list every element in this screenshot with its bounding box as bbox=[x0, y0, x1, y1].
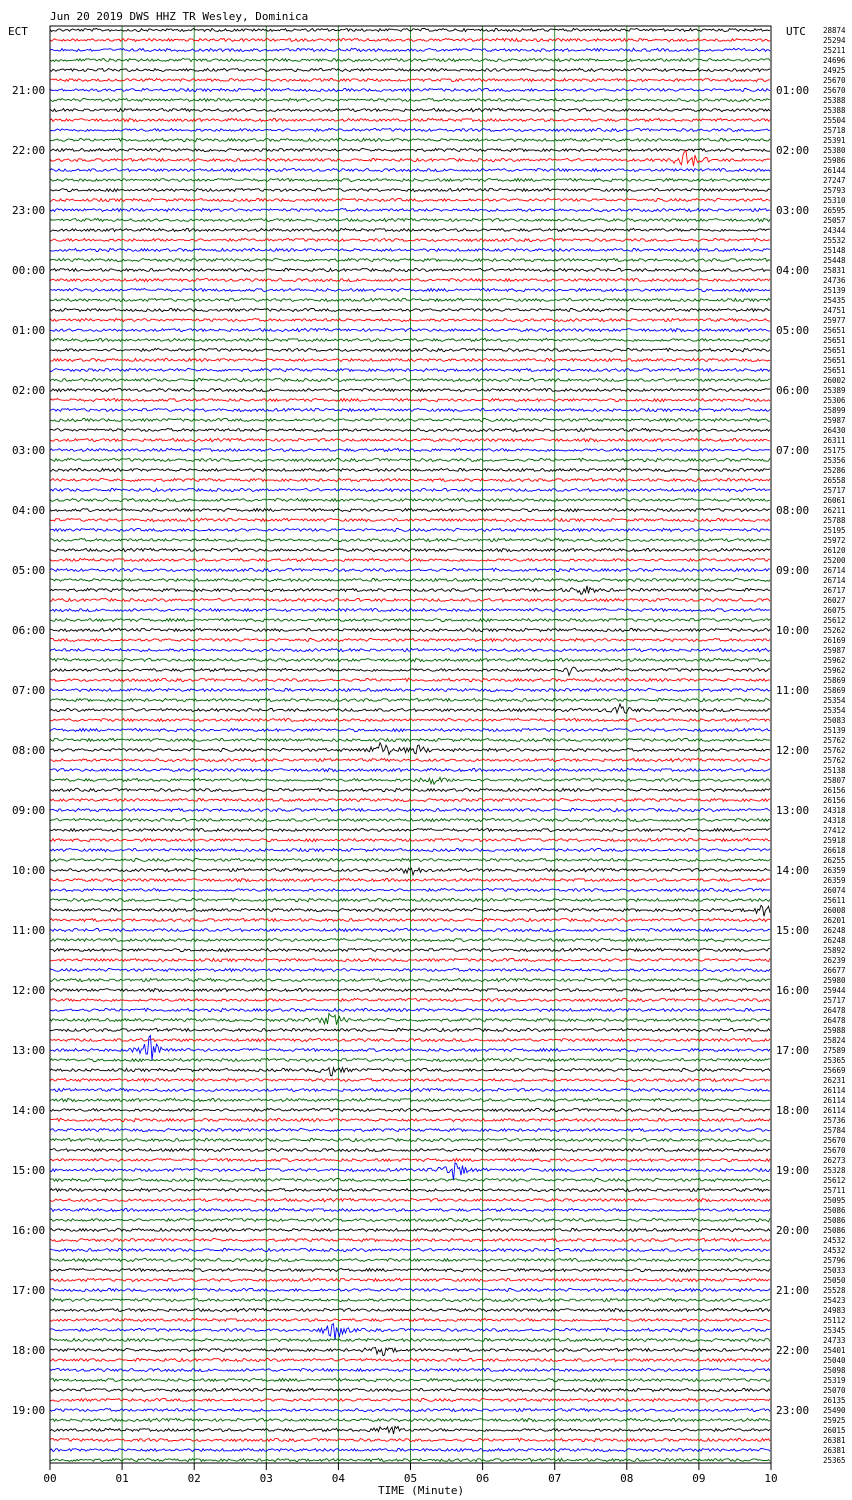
left-hour-label: 06:00 bbox=[12, 624, 46, 637]
row-count-label: 25504 bbox=[823, 116, 846, 125]
x-axis-ticks bbox=[43, 1463, 777, 1485]
row-count-label: 25148 bbox=[823, 246, 846, 255]
row-count-label: 25086 bbox=[823, 1226, 846, 1235]
row-count-label: 27412 bbox=[823, 826, 846, 835]
left-hour-label: 03:00 bbox=[12, 444, 46, 457]
row-count-label: 25354 bbox=[823, 706, 846, 715]
row-count-label: 25086 bbox=[823, 1216, 846, 1225]
row-count-label: 25262 bbox=[823, 626, 846, 635]
row-count-label: 25611 bbox=[823, 896, 846, 905]
left-hour-label: 10:00 bbox=[12, 864, 46, 877]
row-count-label: 25310 bbox=[823, 196, 846, 205]
row-count-label: 25670 bbox=[823, 1136, 846, 1145]
row-count-label: 24696 bbox=[823, 56, 846, 65]
row-count-label: 26618 bbox=[823, 846, 846, 855]
row-count-label: 25328 bbox=[823, 1166, 846, 1175]
x-tick-label: 01 bbox=[115, 1472, 129, 1485]
row-count-label: 25083 bbox=[823, 716, 846, 725]
row-count-label: 26478 bbox=[823, 1016, 846, 1025]
row-count-label: 26558 bbox=[823, 476, 846, 485]
x-tick-label: 09 bbox=[692, 1472, 706, 1485]
row-count-label: 26381 bbox=[823, 1436, 846, 1445]
left-hour-label: 14:00 bbox=[12, 1104, 46, 1117]
right-hour-label: 01:00 bbox=[776, 84, 810, 97]
row-count-label: 25670 bbox=[823, 76, 846, 85]
row-count-label: 26169 bbox=[823, 636, 846, 645]
row-count-label: 25892 bbox=[823, 946, 846, 955]
row-count-label: 25306 bbox=[823, 396, 846, 405]
left-hour-label: 01:00 bbox=[12, 324, 46, 337]
row-count-label: 25788 bbox=[823, 516, 846, 525]
left-hour-label: 22:00 bbox=[12, 144, 46, 157]
row-count-label: 26156 bbox=[823, 796, 846, 805]
row-count-label: 24318 bbox=[823, 816, 846, 825]
row-count-label: 25365 bbox=[823, 1056, 846, 1065]
row-count-label: 26677 bbox=[823, 966, 846, 975]
right-hour-label: 06:00 bbox=[776, 384, 810, 397]
row-count-label: 26231 bbox=[823, 1076, 846, 1085]
row-count-label: 25986 bbox=[823, 156, 846, 165]
right-hour-label: 03:00 bbox=[776, 204, 810, 217]
row-count-label: 25762 bbox=[823, 756, 846, 765]
row-count-label: 24532 bbox=[823, 1236, 846, 1245]
row-count-label: 26075 bbox=[823, 606, 846, 615]
row-count-label: 26248 bbox=[823, 926, 846, 935]
left-hour-label: 19:00 bbox=[12, 1404, 46, 1417]
row-count-label: 26027 bbox=[823, 596, 846, 605]
row-count-label: 25762 bbox=[823, 736, 846, 745]
row-count-label: 26255 bbox=[823, 856, 846, 865]
row-count-label: 25977 bbox=[823, 316, 846, 325]
row-count-label: 25944 bbox=[823, 986, 846, 995]
x-tick-label: 00 bbox=[43, 1472, 57, 1485]
row-count-label: 25423 bbox=[823, 1296, 846, 1305]
row-count-label: 25972 bbox=[823, 536, 846, 545]
left-hour-label: 15:00 bbox=[12, 1164, 46, 1177]
right-hour-label: 10:00 bbox=[776, 624, 810, 637]
right-hour-label: 20:00 bbox=[776, 1224, 810, 1237]
row-count-label: 25987 bbox=[823, 416, 846, 425]
row-count-label: 25869 bbox=[823, 686, 846, 695]
row-count-label: 26061 bbox=[823, 496, 846, 505]
right-hour-label: 23:00 bbox=[776, 1404, 810, 1417]
row-count-label: 25057 bbox=[823, 216, 846, 225]
x-tick-label: 03 bbox=[259, 1472, 273, 1485]
row-count-label: 25388 bbox=[823, 106, 846, 115]
row-count-label: 26359 bbox=[823, 866, 846, 875]
row-count-label: 25831 bbox=[823, 266, 846, 275]
right-hour-label: 17:00 bbox=[776, 1044, 810, 1057]
right-hour-label: 02:00 bbox=[776, 144, 810, 157]
left-hour-label: 17:00 bbox=[12, 1284, 46, 1297]
row-count-label: 25651 bbox=[823, 336, 846, 345]
left-hour-label: 05:00 bbox=[12, 564, 46, 577]
row-count-label: 26273 bbox=[823, 1156, 846, 1165]
row-count-label: 25070 bbox=[823, 1386, 846, 1395]
row-count-label: 25651 bbox=[823, 326, 846, 335]
minute-gridlines bbox=[122, 26, 699, 1463]
row-count-label: 25807 bbox=[823, 776, 846, 785]
right-hour-label: 13:00 bbox=[776, 804, 810, 817]
x-tick-label: 10 bbox=[764, 1472, 778, 1485]
x-axis-label: TIME (Minute) bbox=[378, 1484, 465, 1497]
x-tick-label: 02 bbox=[187, 1472, 201, 1485]
left-hour-label: 16:00 bbox=[12, 1224, 46, 1237]
row-count-label: 27247 bbox=[823, 176, 846, 185]
row-count-label: 26201 bbox=[823, 916, 846, 925]
row-count-label: 26114 bbox=[823, 1106, 846, 1115]
row-count-label: 25033 bbox=[823, 1266, 846, 1275]
row-count-label: 24318 bbox=[823, 806, 846, 815]
row-count-label: 26478 bbox=[823, 1006, 846, 1015]
right-hour-label: 07:00 bbox=[776, 444, 810, 457]
row-count-label: 25980 bbox=[823, 976, 846, 985]
row-count-label: 26311 bbox=[823, 436, 846, 445]
left-hour-label: 13:00 bbox=[12, 1044, 46, 1057]
row-count-label: 24344 bbox=[823, 226, 846, 235]
right-hour-label: 14:00 bbox=[776, 864, 810, 877]
row-count-label: 25670 bbox=[823, 1146, 846, 1155]
row-count-label: 24983 bbox=[823, 1306, 846, 1315]
row-count-label: 26120 bbox=[823, 546, 846, 555]
right-hour-label: 19:00 bbox=[776, 1164, 810, 1177]
right-hour-label: 16:00 bbox=[776, 984, 810, 997]
row-count-label: 28874 bbox=[823, 26, 846, 35]
row-count-label: 25651 bbox=[823, 346, 846, 355]
row-count-label: 26239 bbox=[823, 956, 846, 965]
right-hour-label: 08:00 bbox=[776, 504, 810, 517]
row-count-label: 25918 bbox=[823, 836, 846, 845]
right-hour-label: 09:00 bbox=[776, 564, 810, 577]
left-hour-label: 04:00 bbox=[12, 504, 46, 517]
row-count-label: 25784 bbox=[823, 1126, 846, 1135]
right-hour-label: 18:00 bbox=[776, 1104, 810, 1117]
row-count-label: 26114 bbox=[823, 1096, 846, 1105]
left-hour-label: 08:00 bbox=[12, 744, 46, 757]
row-count-label: 25391 bbox=[823, 136, 846, 145]
right-hour-label: 21:00 bbox=[776, 1284, 810, 1297]
row-count-label: 25175 bbox=[823, 446, 846, 455]
left-hour-label: 07:00 bbox=[12, 684, 46, 697]
row-count-label: 25718 bbox=[823, 126, 846, 135]
row-count-label: 26714 bbox=[823, 566, 846, 575]
row-count-label: 25389 bbox=[823, 386, 846, 395]
row-count-label: 25532 bbox=[823, 236, 846, 245]
row-count-label: 26008 bbox=[823, 906, 846, 915]
right-hour-label: 22:00 bbox=[776, 1344, 810, 1357]
row-count-label: 25401 bbox=[823, 1346, 846, 1355]
row-count-label: 26135 bbox=[823, 1396, 846, 1405]
row-count-label: 24736 bbox=[823, 276, 846, 285]
row-count-label: 24751 bbox=[823, 306, 846, 315]
right-hour-label: 12:00 bbox=[776, 744, 810, 757]
right-hour-label: 15:00 bbox=[776, 924, 810, 937]
row-count-label: 25200 bbox=[823, 556, 846, 565]
row-count-label: 25195 bbox=[823, 526, 846, 535]
left-hour-label: 00:00 bbox=[12, 264, 46, 277]
row-count-label: 25899 bbox=[823, 406, 846, 415]
left-hour-label: 11:00 bbox=[12, 924, 46, 937]
row-count-label: 25095 bbox=[823, 1196, 846, 1205]
right-timezone-label: UTC bbox=[786, 25, 806, 38]
row-count-label: 26717 bbox=[823, 586, 846, 595]
x-tick-label: 07 bbox=[548, 1472, 562, 1485]
row-count-label: 25050 bbox=[823, 1276, 846, 1285]
row-count-label: 25294 bbox=[823, 36, 846, 45]
row-count-label: 26211 bbox=[823, 506, 846, 515]
row-count-label: 25380 bbox=[823, 146, 846, 155]
row-count-label: 25717 bbox=[823, 486, 846, 495]
row-count-label: 26156 bbox=[823, 786, 846, 795]
x-tick-label: 06 bbox=[475, 1472, 490, 1485]
left-timezone-label: ECT bbox=[8, 25, 28, 38]
row-count-label: 25988 bbox=[823, 1026, 846, 1035]
row-count-label: 26144 bbox=[823, 166, 846, 175]
row-count-label: 25793 bbox=[823, 186, 846, 195]
row-count-label: 25612 bbox=[823, 616, 846, 625]
row-count-label: 25490 bbox=[823, 1406, 846, 1415]
row-count-label: 26015 bbox=[823, 1426, 846, 1435]
row-count-label: 25962 bbox=[823, 656, 846, 665]
row-count-label: 25139 bbox=[823, 286, 846, 295]
row-count-label: 25319 bbox=[823, 1376, 846, 1385]
row-count-label: 26248 bbox=[823, 936, 846, 945]
row-count-label: 25824 bbox=[823, 1036, 846, 1045]
row-count-label: 25388 bbox=[823, 96, 846, 105]
left-hour-label: 02:00 bbox=[12, 384, 46, 397]
row-count-label: 25669 bbox=[823, 1066, 846, 1075]
row-count-label: 24733 bbox=[823, 1336, 846, 1345]
row-count-label: 25286 bbox=[823, 466, 846, 475]
right-hour-label: 11:00 bbox=[776, 684, 810, 697]
row-count-label: 25211 bbox=[823, 46, 846, 55]
row-count-labels bbox=[823, 26, 846, 1465]
left-hour-label: 12:00 bbox=[12, 984, 46, 997]
row-count-label: 26002 bbox=[823, 376, 846, 385]
row-count-label: 24532 bbox=[823, 1246, 846, 1255]
row-count-label: 25925 bbox=[823, 1416, 846, 1425]
row-count-label: 25711 bbox=[823, 1186, 846, 1195]
row-count-label: 25869 bbox=[823, 676, 846, 685]
row-count-label: 24925 bbox=[823, 66, 846, 75]
x-tick-label: 05 bbox=[403, 1472, 418, 1485]
row-count-label: 26430 bbox=[823, 426, 846, 435]
row-count-label: 25435 bbox=[823, 296, 846, 305]
row-count-label: 26114 bbox=[823, 1086, 846, 1095]
row-count-label: 25086 bbox=[823, 1206, 846, 1215]
row-count-label: 26595 bbox=[823, 206, 846, 215]
row-count-label: 25112 bbox=[823, 1316, 846, 1325]
row-count-label: 25796 bbox=[823, 1256, 846, 1265]
right-hour-labels bbox=[776, 84, 809, 1417]
row-count-label: 27589 bbox=[823, 1046, 846, 1055]
row-count-label: 25612 bbox=[823, 1176, 846, 1185]
row-count-label: 25651 bbox=[823, 356, 846, 365]
row-count-label: 25040 bbox=[823, 1356, 846, 1365]
chart-title: Jun 20 2019 DWS HHZ TR Wesley, Dominica bbox=[50, 10, 309, 23]
x-tick-label: 08 bbox=[620, 1472, 634, 1485]
right-hour-label: 05:00 bbox=[776, 324, 810, 337]
row-count-label: 25448 bbox=[823, 256, 846, 265]
row-count-label: 25356 bbox=[823, 456, 846, 465]
row-count-label: 26074 bbox=[823, 886, 846, 895]
left-hour-label: 21:00 bbox=[12, 84, 46, 97]
row-count-label: 25651 bbox=[823, 366, 846, 375]
left-hour-label: 23:00 bbox=[12, 204, 46, 217]
row-count-label: 25670 bbox=[823, 86, 846, 95]
x-tick-label: 04 bbox=[331, 1472, 346, 1485]
row-count-label: 25138 bbox=[823, 766, 846, 775]
row-count-label: 26359 bbox=[823, 876, 846, 885]
left-hour-label: 18:00 bbox=[12, 1344, 46, 1357]
row-count-label: 25365 bbox=[823, 1456, 846, 1465]
left-hour-label: 09:00 bbox=[12, 804, 46, 817]
row-count-label: 25354 bbox=[823, 696, 846, 705]
row-count-label: 25962 bbox=[823, 666, 846, 675]
row-count-label: 25762 bbox=[823, 746, 846, 755]
row-count-label: 25098 bbox=[823, 1366, 846, 1375]
row-count-label: 25528 bbox=[823, 1286, 846, 1295]
row-count-label: 25987 bbox=[823, 646, 846, 655]
row-count-label: 26381 bbox=[823, 1446, 846, 1455]
row-count-label: 25139 bbox=[823, 726, 846, 735]
left-hour-labels bbox=[12, 84, 45, 1417]
row-count-label: 25736 bbox=[823, 1116, 846, 1125]
right-hour-label: 04:00 bbox=[776, 264, 810, 277]
row-count-label: 25345 bbox=[823, 1326, 846, 1335]
row-count-label: 25717 bbox=[823, 996, 846, 1005]
row-count-label: 26714 bbox=[823, 576, 846, 585]
